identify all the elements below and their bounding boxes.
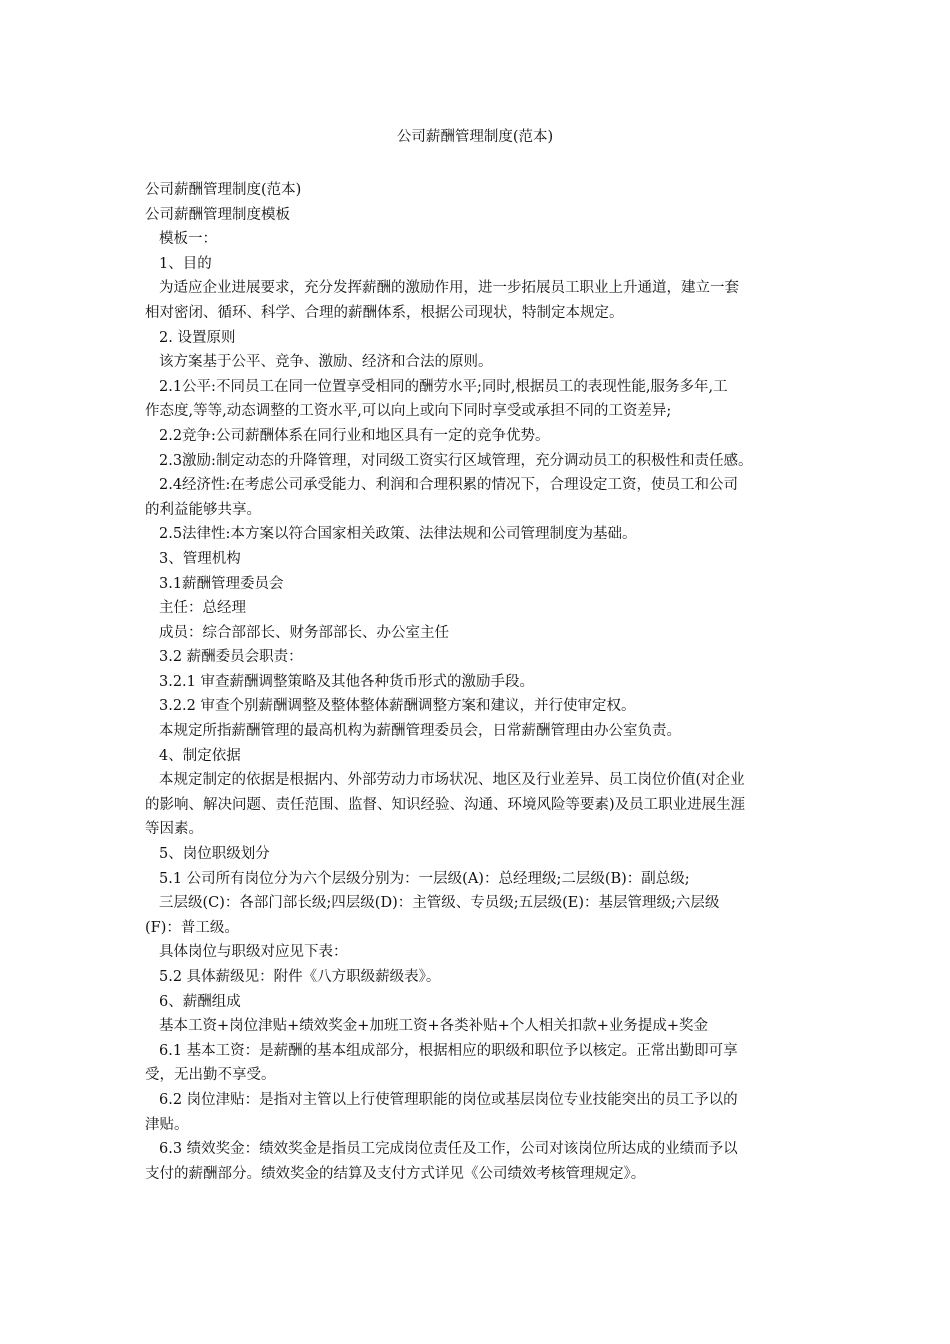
document-line: 2.5法律性:本方案以符合国家相关政策、法律法规和公司管理制度为基础。 xyxy=(159,526,637,543)
document-line: 3.2.1 审查薪酬调整策略及其他各种货币形式的激励手段。 xyxy=(159,673,535,690)
document-line: 2.2竞争:公司薪酬体系在同行业和地区具有一定的竞争优势。 xyxy=(159,427,550,444)
document-line: 相对密闭、循环、科学、合理的薪酬体系，根据公司现状，特制定本规定。 xyxy=(145,304,624,321)
document-line: 主任：总经理 xyxy=(159,600,246,617)
document-line: 为适应企业进展要求，充分发挥薪酬的激励作用，进一步拓展员工职业上升通道，建立一套 xyxy=(159,280,739,297)
document-line: 3、管理机构 xyxy=(159,550,241,567)
document-line: 三层级(C)：各部门部长级;四层级(D)：主管级、专员级;五层级(E)：基层管理级;六层级 xyxy=(159,895,720,912)
document-body xyxy=(145,178,805,1186)
document-line: (F)：普工级。 xyxy=(145,919,239,936)
document-line: 2.1公平:不同员工在同一位置享受相同的酬劳水平;同时,根据员工的表现性能,服务多年,工 xyxy=(159,378,728,395)
document-line: 模板一： xyxy=(159,231,217,248)
document-title: 公司薪酬管理制度(范本) xyxy=(396,129,554,145)
document-line: 4、制定依据 xyxy=(159,747,241,764)
document-line: 的利益能够共享。 xyxy=(145,501,261,518)
document-line: 3.1薪酬管理委员会 xyxy=(159,575,284,592)
document-line: 2. 设置原则 xyxy=(159,329,236,346)
document-line: 6.2 岗位津贴：是指对主管以上行使管理职能的岗位或基层岗位专业技能突出的员工予以的 xyxy=(159,1091,738,1108)
document-line: 5、岗位职级划分 xyxy=(159,846,270,863)
document-line: 该方案基于公平、竞争、激励、经济和合法的原则。 xyxy=(159,354,493,371)
document-line: 成员：综合部部长、财务部部长、办公室主任 xyxy=(159,624,449,641)
document-line: 本规定所指薪酬管理的最高机构为薪酬管理委员会，日常薪酬管理由办公室负责。 xyxy=(159,723,681,740)
document-line: 6.3 绩效奖金：绩效奖金是指员工完成岗位责任及工作，公司对该岗位所达成的业绩而予以 xyxy=(159,1141,738,1158)
document-line: 支付的薪酬部分。绩效奖金的结算及支付方式详见《公司绩效考核管理规定》。 xyxy=(145,1165,646,1182)
document-line: 本规定制定的依据是根据内、外部劳动力市场状况、地区及行业差异、员工岗位价值(对企业 xyxy=(159,772,745,789)
document-line: 3.2.2 审查个别薪酬调整及整体整体薪酬调整方案和建议，并行使审定权。 xyxy=(159,698,636,715)
document-line: 1、目的 xyxy=(159,255,212,272)
document-line: 公司薪酬管理制度模板 xyxy=(145,206,290,223)
document-line: 2.3激励:制定动态的升降管理，对同级工资实行区域管理，充分调动员工的积极性和责任感。 xyxy=(159,452,753,469)
document-line: 6、薪酬组成 xyxy=(159,993,241,1010)
document-line: 等因素。 xyxy=(145,821,203,838)
document-line: 5.2 具体薪级见：附件《八方职级薪级表》。 xyxy=(159,969,441,985)
document-line: 作态度,等等,动态调整的工资水平,可以向上或向下同时享受或承担不同的工资差异; xyxy=(145,403,672,420)
document-line: 2.4经济性:在考虑公司承受能力、利润和合理积累的情况下，合理设定工资，使员工和公司 xyxy=(159,477,738,494)
document-line: 公司薪酬管理制度(范本) xyxy=(145,182,302,198)
document-line: 基本工资+岗位津贴+绩效奖金+加班工资+各类补贴+个人相关扣款+业务提成+奖金 xyxy=(159,1018,709,1035)
document-line: 6.1 基本工资：是薪酬的基本组成部分，根据相应的职级和职位予以核定。正常出勤即可享 xyxy=(159,1042,738,1059)
document-line: 受，无出勤不享受。 xyxy=(145,1067,276,1084)
document-line: 津贴。 xyxy=(145,1116,189,1133)
document-line: 5.1 公司所有岗位分为六个层级分别为：一层级(A)：总经理级;二层级(B)：副总级; xyxy=(159,870,690,887)
document-line: 具体岗位与职级对应见下表： xyxy=(159,944,348,961)
document-line: 的影响、解决问题、责任范围、监督、知识经验、沟通、环境风险等要素)及员工职业进展生涯 xyxy=(145,796,746,813)
document-line: 3.2 薪酬委员会职责： xyxy=(159,649,303,666)
